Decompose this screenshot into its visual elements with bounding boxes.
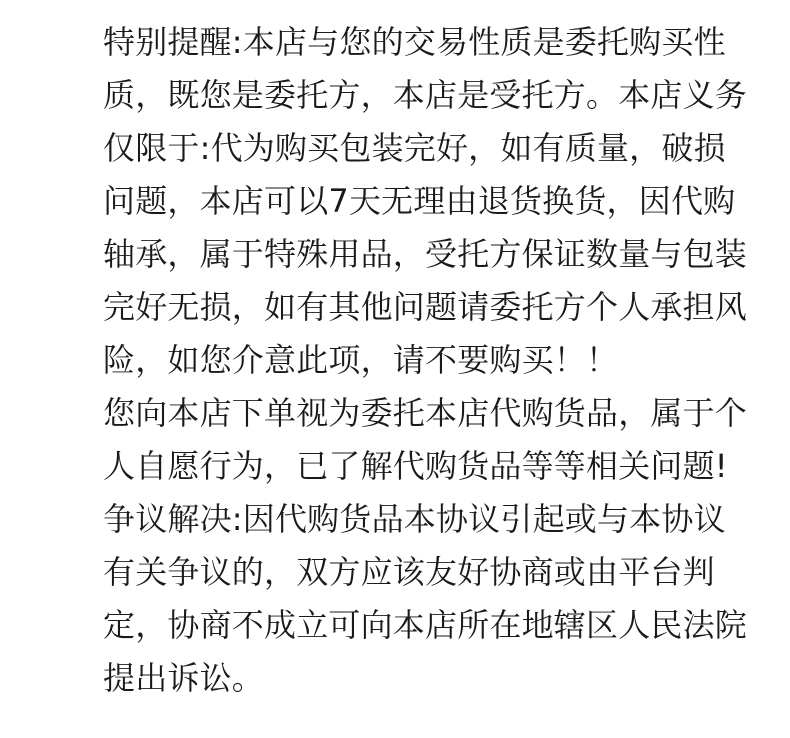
notice-line: 人自愿行为，已了解代购货品等等相关问题! [103,447,728,485]
notice-line: 有关争议的，双方应该友好协商或由平台判 [103,553,715,591]
notice-line: 险，如您介意此项，请不要购买！！ [103,341,619,379]
notice-line: 定，协商不成立可向本店所在地辖区人民法院 [103,606,748,644]
notice-line: 您向本店下单视为委托本店代购货品，属于个 [103,394,748,432]
notice-line: 完好无损，如有其他问题请委托方个人承担风 [103,288,748,326]
notice-line: 质，既您是委托方，本店是受托方。本店义务 [103,76,748,114]
notice-line: 问题，本店可以7天无理由退货换货，因代购 [103,182,736,220]
notice-line: 争议解决:因代购货品本协议引起或与本协议 [103,500,726,538]
notice-text-block [103,16,748,705]
notice-line: 仅限于:代为购买包装完好，如有质量，破损 [103,129,726,167]
notice-line: 轴承，属于特殊用品，受托方保证数量与包装 [103,235,748,273]
notice-line: 特别提醒:本店与您的交易性质是委托购买性 [103,23,726,61]
notice-line: 提出诉讼。 [103,659,265,697]
